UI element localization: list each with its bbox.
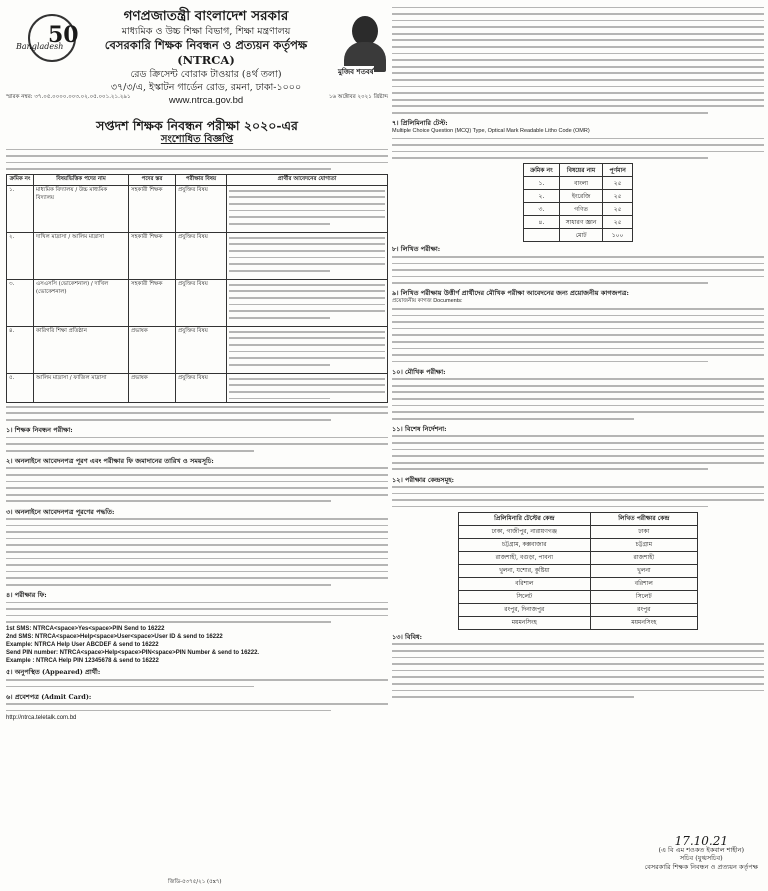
address-line-2: ৩৭/৩/এ, ইস্কাটন গার্ডেন রোড, রমনা, ঢাকা-১০০০ [110, 82, 302, 93]
row-post: কারিগরি শিক্ষা প্রতিষ্ঠান [34, 327, 129, 374]
logo-number: 50 [48, 22, 79, 48]
table-row [7, 280, 388, 327]
section-1-heading: ১। শিক্ষক নিবন্ধন পরীক্ষা: [6, 426, 73, 435]
table-row: ময়মনসিংহ ময়মনসিংহ [459, 616, 698, 629]
sms-step-3: Send PIN number: NTRCA<space>Help<space>PIN<space>PIN Number & send to 16222. [6, 650, 260, 657]
documents-label: প্রয়োজনীয় কাগজ Documents: [392, 298, 463, 305]
website[interactable]: www.ntrca.gov.bd [168, 95, 244, 106]
th-no: ক্রমিক নং [7, 175, 34, 186]
row-level: সহকারী শিক্ষক [129, 186, 176, 233]
row-no: ৩. [7, 280, 34, 327]
logo-text: Bangladesh [16, 42, 64, 51]
row-qualification [227, 327, 388, 374]
table-header-row [524, 164, 633, 177]
govt-name: গণপ্রজাতন্ত্রী বাংলাদেশ সরকার [123, 8, 289, 24]
eligibility-table [6, 174, 388, 403]
table-row: ২. ইংরেজি ২৫ [524, 190, 633, 203]
row-qualification [227, 280, 388, 327]
authority-name: বেসরকারি শিক্ষক নিবন্ধন ও প্রত্যয়ন কর্তৃপক্ষ (NTRCA) [104, 38, 308, 67]
table-header-row [7, 175, 388, 186]
th-subject: বিষয়ের নাম [559, 164, 603, 177]
signatory-org: বেসরকারি শিক্ষক নিবন্ধন ও প্রত্যয়ন কর্তৃপক্ষ [644, 862, 758, 871]
table-row: ৪. সাধারণ জ্ঞান ২৫ [524, 216, 633, 229]
row-no: ১. [7, 186, 34, 233]
table-row: মোট ১০০ [524, 229, 633, 242]
th-qualification: প্রার্থীর আবেদনের যোগ্যতা [227, 175, 388, 186]
section-5-heading: ৫। অনুপস্থিত (Appeared) প্রার্থী: [6, 668, 101, 677]
th-no: ক্রমিক নং [524, 164, 560, 177]
section-2-heading: ২। অনলাইনে আবেদনপত্র পূরণ এবং পরীক্ষার ফি জমাদানের তারিখ ও সময়সূচি: [6, 456, 214, 465]
row-post: দাখিল মাদ্রাসা / আলিম মাদ্রাসা [34, 233, 129, 280]
row-no: ৪. [7, 327, 34, 374]
exam-centers-table [458, 512, 698, 630]
table-row [7, 233, 388, 280]
section-4-heading: ৪। পরীক্ষার ফি: [6, 591, 47, 600]
th-post: বিষয়ভিত্তিক পদের নাম [34, 175, 129, 186]
section-11-heading: ১১। বিশেষ নির্দেশনা: [392, 424, 447, 433]
section-8-heading: ৮। লিখিত পরীক্ষা: [392, 245, 441, 254]
sms-step-1: 1st SMS: NTRCA<space>Yes<space>PIN Send to 16222 [6, 626, 165, 633]
notice-title [6, 118, 388, 146]
row-qualification [227, 374, 388, 403]
table-row: ১. বাংলা ২৫ [524, 177, 633, 190]
table-row: বরিশাল বরিশাল [459, 577, 698, 590]
table-row [7, 374, 388, 403]
row-post: আলিম মাদ্রাসা / ফাজিল মাদ্রাসা [34, 374, 129, 403]
header-text [76, 8, 336, 107]
section-13-heading: ১৩। বিবিধ: [392, 632, 423, 641]
subject-marks-table [523, 163, 633, 242]
portrait-image [338, 10, 388, 78]
row-level: সহকারী শিক্ষক [129, 280, 176, 327]
section-10-heading: ১০। মৌখিক পরীক্ষা: [392, 367, 446, 376]
right-column [392, 4, 764, 700]
memo-number: স্মারক নম্বর: ৩৭.০৫.০০০০.০০৩.০২.০৫.০০১.২১.২৯১ [6, 94, 131, 100]
sms-example-1: Example: NTRCA Help User ABCDEF & send to 16222 [6, 642, 159, 649]
row-qualification [227, 186, 388, 233]
row-subject: প্রযুক্তির বিষয় [176, 280, 227, 327]
th-subject: পরীক্ষার বিষয় [176, 175, 227, 186]
mcq-note: Multiple Choice Question (MCQ) Type, Optical Mark Readable Litho Code (OMR) [392, 128, 590, 135]
row-subject: প্রযুক্তির বিষয় [176, 186, 227, 233]
row-subject: প্রযুক্তির বিষয় [176, 327, 227, 374]
section-3-heading: ৩। অনলাইনে আবেদনপত্র পূরণের পদ্ধতি: [6, 507, 115, 516]
table-row [7, 186, 388, 233]
left-column [6, 4, 388, 722]
title-main: সপ্তদশ শিক্ষক নিবন্ধন পরীক্ষা ২০২০-এর [96, 118, 298, 133]
row-no: ২. [7, 233, 34, 280]
table-row [7, 327, 388, 374]
section-9-heading: ৯। লিখিত পরীক্ষায় উত্তীর্ণ প্রার্থীদের মৌখিক পরীক্ষা আবেদনের জন্য প্রয়োজনীয় কাগজপত্র: [392, 289, 629, 298]
row-no: ৫. [7, 374, 34, 403]
admit-card-url[interactable]: http://ntrca.teletalk.com.bd [6, 714, 77, 721]
table-row: রাজশাহী, বগুড়া, পাবনা রাজশাহী [459, 551, 698, 564]
intro-paragraph [6, 146, 388, 172]
section-12-heading: ১২। পরীক্ষার কেন্দ্রসমূহ: [392, 475, 455, 484]
address-line-1: রেড ক্রিসেন্ট বোরাক টাওয়ার (৪র্থ তলা) [130, 69, 282, 80]
signature-scrawl: 17.10.21 [674, 834, 728, 848]
golden-jubilee-logo [14, 12, 79, 64]
row-level: প্রভাষক [129, 374, 176, 403]
row-subject: প্রযুক্তির বিষয় [176, 374, 227, 403]
sms-step-2: 2nd SMS: NTRCA<space>Help<space>User<space>User ID & send to 16222 [6, 634, 223, 641]
ministry-name: মাধ্যমিক ও উচ্চ শিক্ষা বিভাগ, শিক্ষা মন্ত্রণালয় [121, 26, 291, 37]
table-row: চট্টগ্রাম, কক্সবাজার চট্টগ্রাম [459, 538, 698, 551]
table-row: খুলনা, যশোর, কুষ্টিয়া খুলনা [459, 564, 698, 577]
row-qualification [227, 233, 388, 280]
row-post: মাধ্যমিক বিদ্যালয় / উচ্চ মাধ্যমিক বিদ্যালয় [34, 186, 129, 233]
memo-date: ১৬ অক্টোবর ২০২১ খ্রিষ্টাব্দ [328, 94, 388, 100]
section-7-heading: ৭। প্রিলিমিনারি টেস্ট: [392, 119, 448, 128]
sms-example-2: Example : NTRCA Help PIN 12345678 & send to 16222 [6, 658, 159, 665]
signatory-name: (এ বি এম শওকত ইকবাল শাহীন) [658, 845, 745, 854]
row-subject: প্রযুক্তির বিষয় [176, 233, 227, 280]
row-post: এসএসসি (ভোকেশনাল) / দাখিল (ভোকেশনাল) [34, 280, 129, 327]
section-6-heading: ৬। প্রবেশপত্র (Admit Card): [6, 692, 92, 701]
table-row: রংপুর, দিনাজপুর রংপুর [459, 603, 698, 616]
row-level: প্রভাষক [129, 327, 176, 374]
table-header-row: প্রিলিমিনারি টেস্টের কেন্দ্র লিখিত পরীক্ষার কেন্দ্র [459, 512, 698, 525]
row-level: সহকারী শিক্ষক [129, 233, 176, 280]
right-intro [392, 4, 764, 116]
th-marks: পূর্ণমান [603, 164, 632, 177]
header [6, 4, 388, 116]
signatory-designation: সচিব (যুগ্মসচিব) [679, 854, 723, 862]
signature-block [644, 834, 758, 871]
table-note [6, 403, 388, 423]
table-row: ঢাকা, গাজীপুর, নারায়ণগঞ্জ ঢাকা [459, 525, 698, 538]
portrait-tag: মুজিব শতবর্ষ [338, 67, 374, 76]
table-row: ৩. গণিত ২৫ [524, 203, 633, 216]
footer-code: জিডি-৫৩৭৫/২১ (৫x৭) [168, 879, 222, 885]
title-sub: সংশোধিত বিজ্ঞপ্তি [160, 134, 234, 145]
th-level: পদের স্তর [129, 175, 176, 186]
table-row: সিলেট সিলেট [459, 590, 698, 603]
memo-row [6, 94, 388, 102]
